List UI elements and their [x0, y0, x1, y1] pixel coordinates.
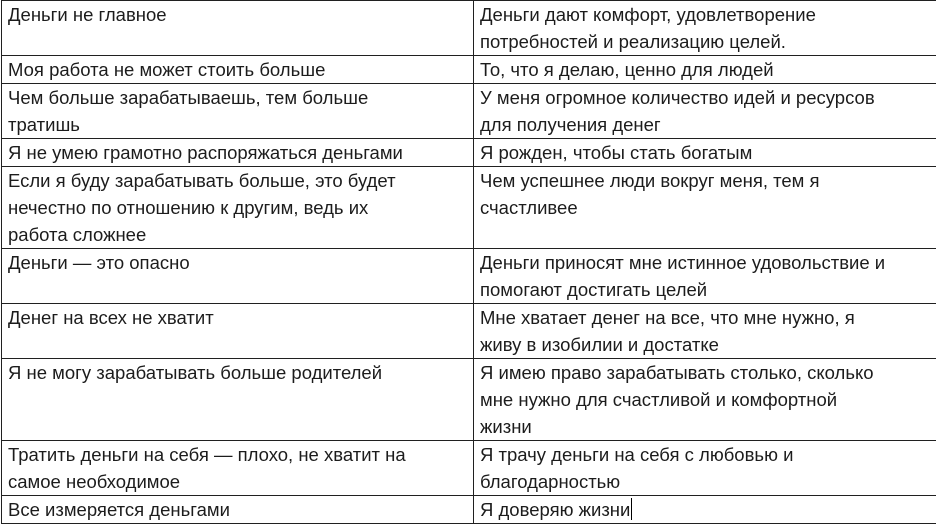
table-row — [2, 167, 936, 249]
cell-text: Чем успешнее люди вокруг меня, тем я — [480, 167, 936, 194]
beliefs-table — [1, 0, 936, 524]
cell-text: То, что я делаю, ценно для людей — [480, 56, 936, 83]
table-row — [2, 496, 936, 524]
table-row — [2, 84, 936, 139]
cell-text: Чем больше зарабатываешь, тем больше — [8, 84, 467, 111]
positive-affirmation-cell[interactable] — [474, 1, 936, 56]
cell-text: тратишь — [8, 111, 467, 138]
negative-belief-cell[interactable] — [2, 496, 474, 524]
table-row — [2, 56, 936, 84]
negative-belief-cell[interactable] — [2, 1, 474, 56]
negative-belief-cell[interactable] — [2, 304, 474, 359]
cell-text: Все измеряется деньгами — [8, 496, 467, 523]
cell-text: жизни — [480, 413, 936, 440]
cell-text: Я не могу зарабатывать больше родителей — [8, 359, 467, 386]
positive-affirmation-cell[interactable] — [474, 84, 936, 139]
table-row — [2, 139, 936, 167]
positive-affirmation-cell[interactable] — [474, 167, 936, 249]
negative-belief-cell[interactable] — [2, 441, 474, 496]
cell-text: Я трачу деньги на себя с любовью и — [480, 441, 936, 468]
cell-text: Я имею право зарабатывать столько, сколько — [480, 359, 936, 386]
negative-belief-cell[interactable] — [2, 167, 474, 249]
cell-text: Деньги приносят мне истинное удовольствие и — [480, 249, 936, 276]
negative-belief-cell[interactable] — [2, 249, 474, 304]
cell-text: помогают достигать целей — [480, 276, 936, 303]
cell-text: самое необходимое — [8, 468, 467, 495]
cell-text: Я не умею грамотно распоряжаться деньгами — [8, 139, 467, 166]
table-row — [2, 304, 936, 359]
cell-text: Я рожден, чтобы стать богатым — [480, 139, 936, 166]
negative-belief-cell[interactable] — [2, 56, 474, 84]
cell-text: Деньги дают комфорт, удовлетворение — [480, 1, 936, 28]
cell-text: Денег на всех не хватит — [8, 304, 467, 331]
negative-belief-cell[interactable] — [2, 139, 474, 167]
cell-text: Мне хватает денег на все, что мне нужно, я — [480, 304, 936, 331]
cell-text: мне нужно для счастливой и комфортной — [480, 386, 936, 413]
negative-belief-cell[interactable] — [2, 84, 474, 139]
cell-text: благодарностью — [480, 468, 936, 495]
positive-affirmation-cell[interactable] — [474, 441, 936, 496]
text-cursor-icon — [631, 498, 632, 520]
positive-affirmation-cell[interactable] — [474, 496, 936, 524]
positive-affirmation-cell[interactable] — [474, 359, 936, 441]
positive-affirmation-cell[interactable] — [474, 304, 936, 359]
cell-text: У меня огромное количество идей и ресурсов — [480, 84, 936, 111]
cell-text: Деньги не главное — [8, 1, 467, 28]
cell-text: Моя работа не может стоить больше — [8, 56, 467, 83]
negative-belief-cell[interactable] — [2, 359, 474, 441]
cell-text: живу в изобилии и достатке — [480, 331, 936, 358]
cell-text: для получения денег — [480, 111, 936, 138]
positive-affirmation-cell[interactable] — [474, 139, 936, 167]
cell-text: Тратить деньги на себя — плохо, не хватит на — [8, 441, 467, 468]
cell-text: Если я буду зарабатывать больше, это будет — [8, 167, 467, 194]
table-row — [2, 1, 936, 56]
cell-text: счастливее — [480, 194, 936, 221]
table-row — [2, 441, 936, 496]
cell-text-with-cursor — [480, 496, 936, 523]
cell-text: Деньги — это опасно — [8, 249, 467, 276]
positive-affirmation-cell[interactable] — [474, 56, 936, 84]
cell-text: нечестно по отношению к другим, ведь их — [8, 194, 467, 221]
positive-affirmation-cell[interactable] — [474, 249, 936, 304]
cell-text: Я доверяю жизни — [480, 499, 630, 520]
cell-text: потребностей и реализацию целей. — [480, 28, 936, 55]
cell-text: работа сложнее — [8, 221, 467, 248]
table-row — [2, 359, 936, 441]
table-row — [2, 249, 936, 304]
